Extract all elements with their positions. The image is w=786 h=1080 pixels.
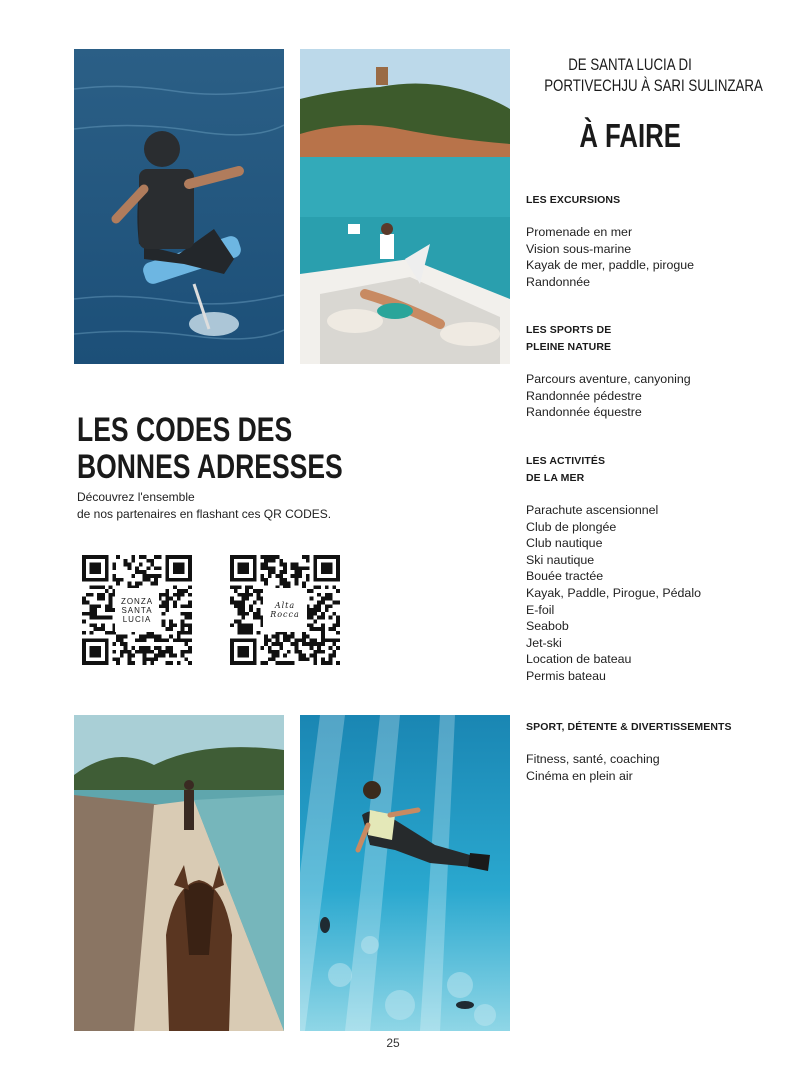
section-title: PLEINE NATURE: [526, 341, 612, 353]
section-title: DE LA MER: [526, 472, 585, 484]
list-item: Kayak de mer, paddle, pirogue: [526, 258, 695, 273]
codes-description: [77, 489, 331, 522]
qr2-logo-text: Alta Rocca: [270, 601, 300, 619]
page-title: [520, 117, 740, 155]
section-title: LES SPORTS DE: [526, 324, 612, 336]
list-item: Promenade en mer: [526, 225, 633, 239]
section-sports-nature: [526, 322, 756, 421]
codes-title: [77, 412, 418, 486]
list-item: Club de plongée: [526, 519, 617, 534]
list-item: Permis bateau: [526, 668, 606, 683]
list-item: Bouée tractée: [526, 569, 604, 584]
header-subtitle: [520, 54, 763, 96]
qr-code-alta-rocca[interactable]: [230, 555, 340, 665]
list-item: Fitness, santé, coaching: [526, 752, 660, 766]
header-subtitle-line1: DE SANTA LUCIA DI: [568, 55, 692, 74]
item-list: [526, 371, 756, 421]
list-item: Parachute ascensionnel: [526, 503, 659, 517]
qr1-logo-text: ZONZA SANTA LUCIA: [120, 596, 154, 624]
list-item: Ski nautique: [526, 552, 595, 567]
photo-horse-beach: [74, 715, 284, 1031]
list-item: Club nautique: [526, 536, 603, 551]
list-item: Location de bateau: [526, 652, 632, 667]
photo-boat-tower: [300, 49, 510, 364]
list-item: Cinéma en plein air: [526, 768, 633, 783]
list-item: Vision sous-marine: [526, 241, 632, 256]
codes-text-line2: de nos partenaires en flashant ces QR CODES.: [77, 506, 332, 521]
page-title-text: À FAIRE: [579, 117, 681, 154]
list-item: Jet-ski: [526, 635, 562, 650]
section-excursions: [526, 192, 756, 290]
section-sport-relax: [526, 719, 756, 784]
list-item: Randonnée pédestre: [526, 388, 642, 403]
codes-title-line1: LES CODES DES: [77, 411, 293, 449]
list-item: Kayak, Paddle, Pirogue, Pédalo: [526, 585, 701, 600]
section-title: SPORT, DÉTENTE & DIVERTISSEMENTS: [526, 721, 732, 733]
list-item: Seabob: [526, 619, 569, 634]
qr-logo-zonza: [115, 588, 159, 632]
photo-snorkeler: [300, 715, 510, 1031]
section-title: LES ACTIVITÉS: [526, 455, 606, 467]
list-item: Randonnée: [526, 274, 591, 289]
item-list: [526, 502, 756, 685]
qr-code-zonza[interactable]: [82, 555, 192, 665]
qr-logo-alta-rocca: [263, 588, 307, 632]
item-list: [526, 751, 756, 784]
item-list: [526, 224, 756, 290]
page-number: 25: [386, 1036, 400, 1050]
list-item: Parcours aventure, canyoning: [526, 372, 691, 386]
header-subtitle-line2: PORTIVECHJU À SARI SULINZARA: [544, 76, 763, 95]
section-sea-activities: [526, 453, 756, 685]
codes-title-line2: BONNES ADRESSES: [77, 448, 343, 486]
codes-text-line1: Découvrez l'ensemble: [77, 490, 195, 504]
list-item: Randonnée équestre: [526, 405, 642, 420]
photo-efoil-rider: [74, 49, 284, 364]
list-item: E-foil: [526, 602, 555, 617]
section-title: LES EXCURSIONS: [526, 194, 621, 206]
